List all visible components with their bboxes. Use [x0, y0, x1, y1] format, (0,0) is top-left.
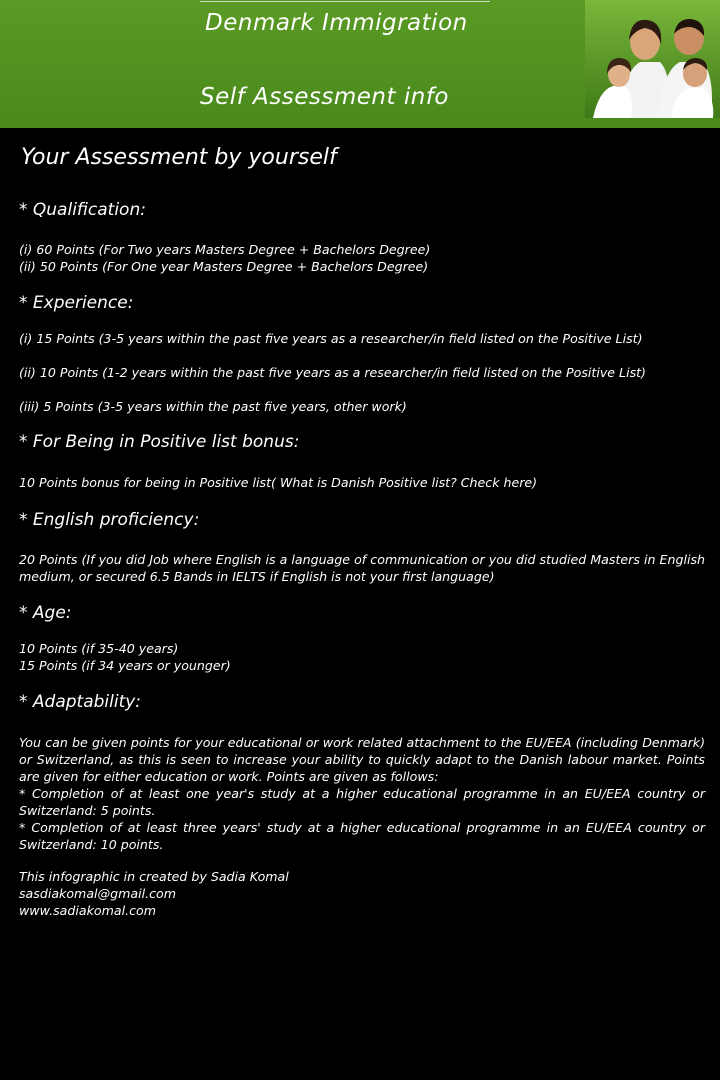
adaptability-item: * Completion of at least three years' study at a higher educational programme in an EU/EEA country or Switzerland: 10 points.	[19, 820, 705, 852]
age-item: 10 Points (if 35-40 years)	[19, 641, 179, 656]
qualification-item: (i) 60 Points (For Two years Masters Degree + Bachelors Degree)	[19, 242, 431, 257]
header-banner	[0, 0, 720, 128]
qualification-heading: * Qualification:	[19, 200, 146, 220]
qualification-item: (ii) 50 Points (For One year Masters Degree + Bachelors Degree)	[19, 259, 429, 274]
header-divider	[200, 1, 490, 2]
adaptability-heading: * Adaptability:	[19, 692, 142, 712]
header-subtitle: Self Assessment info	[200, 84, 449, 110]
experience-item: (iii) 5 Points (3-5 years within the past five years, other work)	[19, 399, 407, 414]
family-photo	[585, 0, 720, 118]
experience-item: (ii) 10 Points (1-2 years within the past five years as a researcher/in field listed on the Positive List)	[19, 365, 646, 380]
header-title: Denmark Immigration	[205, 10, 468, 36]
age-heading: * Age:	[19, 603, 72, 623]
experience-heading: * Experience:	[19, 293, 134, 313]
credits-line: This infographic in created by Sadia Komal	[19, 869, 289, 884]
credits-email: sasdiakomal@gmail.com	[19, 886, 177, 901]
adaptability-item: * Completion of at least one year's study at a higher educational programme in an EU/EEA country or Switzerland: 5 points.	[19, 786, 705, 818]
credits-website: www.sadiakomal.com	[19, 903, 156, 918]
age-item: 15 Points (if 34 years or younger)	[19, 658, 231, 673]
page-title: Your Assessment by yourself	[21, 145, 337, 170]
english-text: 20 Points (If you did Job where English is a language of communication or you did studied Masters in English medium, or secured 6.5 Bands in IELTS if English is not your first language)	[19, 552, 705, 584]
adaptability-intro: You can be given points for your educational or work related attachment to the EU/EEA (including Denmark) or Switzerland, as this is seen to increase your ability to quickly adapt to the Danish labour market. Points are given for either education or work. Points are given as follows:	[19, 735, 705, 784]
positive-list-text: 10 Points bonus for being in Positive list( What is Danish Positive list? Check here)	[19, 475, 538, 490]
positive-list-heading: * For Being in Positive list bonus:	[19, 432, 300, 452]
experience-item: (i) 15 Points (3-5 years within the past five years as a researcher/in field listed on the Positive List)	[19, 331, 643, 346]
english-heading: * English proficiency:	[19, 510, 200, 530]
